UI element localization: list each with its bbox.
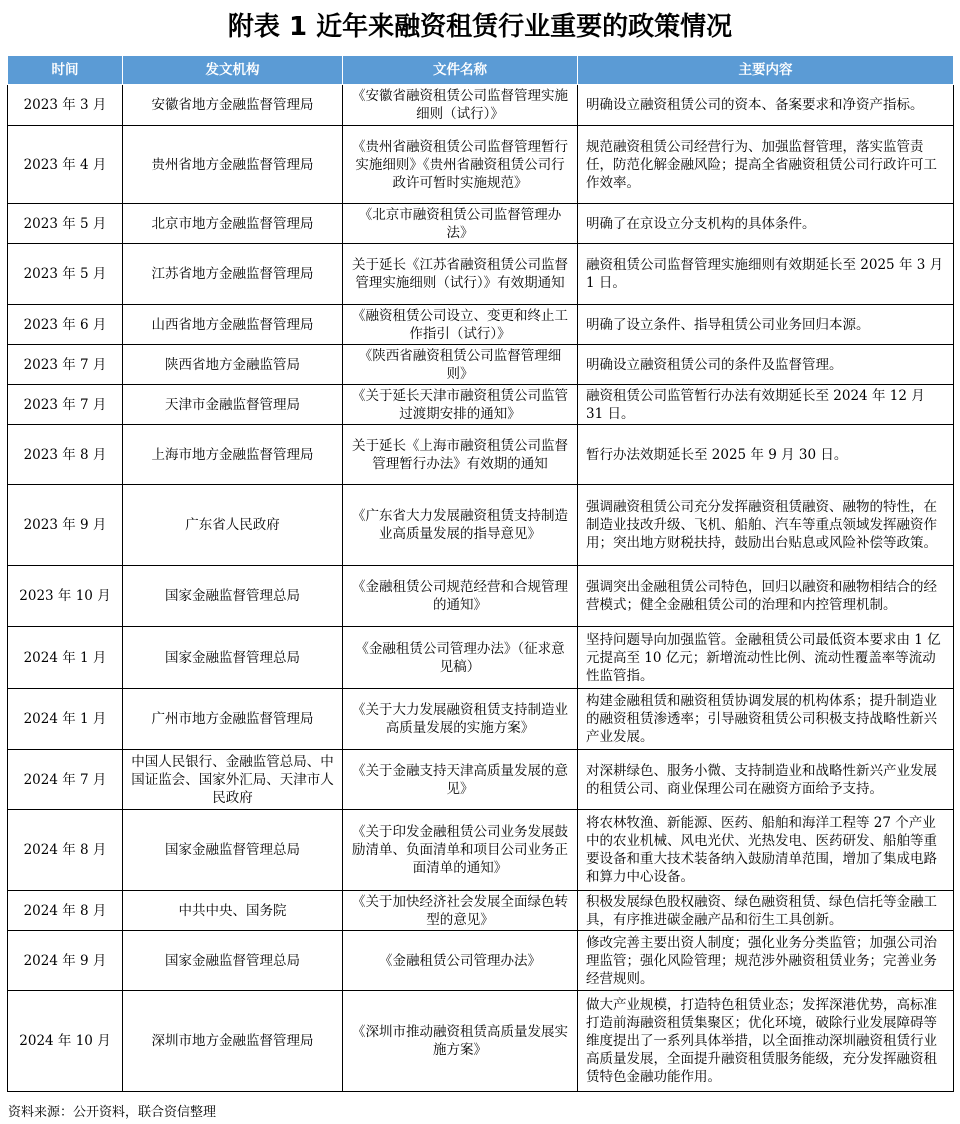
cell-date: 2024 年 8 月 — [8, 891, 123, 931]
table-row — [8, 345, 954, 385]
table-row — [8, 931, 954, 991]
cell-content: 强调突出金融租赁公司特色，回归以融资和融物相结合的经营模式；健全金融租赁公司的治理和内控管理机制。 — [578, 566, 954, 627]
cell-issuer: 安徽省地方金融监督管理局 — [123, 85, 343, 126]
cell-document: 《深圳市推动融资租赁高质量发展实施方案》 — [343, 991, 578, 1092]
cell-date: 2023 年 7 月 — [8, 345, 123, 385]
cell-date: 2023 年 5 月 — [8, 204, 123, 244]
cell-document: 《安徽省融资租赁公司监督管理实施细则（试行）》 — [343, 85, 578, 126]
cell-content: 做大产业规模，打造特色租赁业态；发挥深港优势，高标准打造前海融资租赁集聚区；优化环境，破除行业发展障碍等维度提出了一系列具体举措，以全面推动深圳融资租赁行业高质量发展，全面提升融资租赁服务能级，充分发挥融资租赁特色金融功能作用。 — [578, 991, 954, 1092]
cell-document: 关于延长《上海市融资租赁公司监督管理暂行办法》有效期的通知 — [343, 425, 578, 485]
cell-content: 融资租赁公司监督管理实施细则有效期延长至 2025 年 3 月 1 日。 — [578, 244, 954, 305]
table-row — [8, 244, 954, 305]
source-note: 资料来源：公开资料，联合资信整理 — [8, 1105, 217, 1120]
cell-issuer: 广东省人民政府 — [123, 485, 343, 566]
table-title: 附表 1 近年来融资租赁行业重要的政策情况 — [227, 12, 733, 42]
cell-date: 2023 年 3 月 — [8, 85, 123, 126]
cell-content: 明确了设立条件、指导租赁公司业务回归本源。 — [578, 305, 954, 345]
cell-issuer: 贵州省地方金融监督管理局 — [123, 126, 343, 204]
cell-issuer: 天津市金融监督管理局 — [123, 385, 343, 425]
cell-issuer: 国家金融监督管理总局 — [123, 566, 343, 627]
cell-issuer: 中共中央、国务院 — [123, 891, 343, 931]
cell-date: 2023 年 4 月 — [8, 126, 123, 204]
cell-document: 《广东省大力发展融资租赁支持制造业高质量发展的指导意见》 — [343, 485, 578, 566]
cell-date: 2023 年 6 月 — [8, 305, 123, 345]
cell-date: 2024 年 10 月 — [8, 991, 123, 1092]
cell-content: 明确设立融资租赁公司的条件及监督管理。 — [578, 345, 954, 385]
cell-issuer: 上海市地方金融监督管理局 — [123, 425, 343, 485]
cell-date: 2024 年 1 月 — [8, 689, 123, 750]
cell-issuer: 中国人民银行、金融监管总局、中国证监会、国家外汇局、天津市人民政府 — [123, 750, 343, 810]
cell-issuer: 广州市地方金融监督管理局 — [123, 689, 343, 750]
cell-date: 2024 年 1 月 — [8, 627, 123, 689]
cell-issuer: 深圳市地方金融监督管理局 — [123, 991, 343, 1092]
table-row — [8, 689, 954, 750]
cell-date: 2023 年 7 月 — [8, 385, 123, 425]
cell-date: 2023 年 9 月 — [8, 485, 123, 566]
cell-document: 《贵州省融资租赁公司监督管理暂行实施细则》《贵州省融资租赁公司行政许可暂时实施规范》 — [343, 126, 578, 204]
table-row — [8, 305, 954, 345]
cell-document: 关于延长《江苏省融资租赁公司监督管理实施细则（试行）》有效期通知 — [343, 244, 578, 305]
header-document: 文件名称 — [343, 56, 578, 85]
cell-issuer: 山西省地方金融监督管理局 — [123, 305, 343, 345]
policy-table — [7, 55, 954, 1092]
cell-document: 《金融租赁公司管理办法》 — [343, 931, 578, 991]
table-row — [8, 385, 954, 425]
cell-date: 2023 年 5 月 — [8, 244, 123, 305]
cell-date: 2023 年 10 月 — [8, 566, 123, 627]
cell-document: 《陕西省融资租赁公司监督管理细则》 — [343, 345, 578, 385]
table-header-row — [8, 56, 954, 85]
table-row — [8, 126, 954, 204]
header-issuer: 发文机构 — [123, 56, 343, 85]
cell-issuer: 北京市地方金融监督管理局 — [123, 204, 343, 244]
cell-content: 暂行办法效期延长至 2025 年 9 月 30 日。 — [578, 425, 954, 485]
cell-issuer: 陕西省地方金融监管局 — [123, 345, 343, 385]
cell-document: 《融资租赁公司设立、变更和终止工作指引（试行）》 — [343, 305, 578, 345]
cell-issuer: 江苏省地方金融监督管理局 — [123, 244, 343, 305]
cell-document: 《关于延长天津市融资租赁公司监管过渡期安排的通知》 — [343, 385, 578, 425]
cell-issuer: 国家金融监督管理总局 — [123, 810, 343, 891]
table-row — [8, 566, 954, 627]
cell-document: 《金融租赁公司规范经营和合规管理的通知》 — [343, 566, 578, 627]
cell-issuer: 国家金融监督管理总局 — [123, 627, 343, 689]
cell-content: 对深耕绿色、服务小微、支持制造业和战略性新兴产业发展的租赁公司、商业保理公司在融资方面给予支持。 — [578, 750, 954, 810]
table-row — [8, 810, 954, 891]
header-content: 主要内容 — [578, 56, 954, 85]
table-row — [8, 485, 954, 566]
cell-date: 2023 年 8 月 — [8, 425, 123, 485]
cell-content: 明确了在京设立分支机构的具体条件。 — [578, 204, 954, 244]
cell-document: 《关于大力发展融资租赁支持制造业高质量发展的实施方案》 — [343, 689, 578, 750]
cell-content: 融资租赁公司监管暂行办法有效期延长至 2024 年 12 月 31 日。 — [578, 385, 954, 425]
cell-document: 《北京市融资租赁公司监督管理办法》 — [343, 204, 578, 244]
cell-content: 明确设立融资租赁公司的资本、备案要求和净资产指标。 — [578, 85, 954, 126]
cell-document: 《关于加快经济社会发展全面绿色转型的意见》 — [343, 891, 578, 931]
cell-date: 2024 年 8 月 — [8, 810, 123, 891]
cell-content: 坚持问题导向加强监管。金融租赁公司最低资本要求由 1 亿元提高至 10 亿元；新增流动性比例、流动性覆盖率等流动性监管指。 — [578, 627, 954, 689]
cell-document: 《金融租赁公司管理办法》（征求意见稿） — [343, 627, 578, 689]
cell-issuer: 国家金融监督管理总局 — [123, 931, 343, 991]
header-date: 时间 — [8, 56, 123, 85]
cell-date: 2024 年 7 月 — [8, 750, 123, 810]
cell-date: 2024 年 9 月 — [8, 931, 123, 991]
table-row — [8, 750, 954, 810]
cell-content: 将农林牧渔、新能源、医药、船舶和海洋工程等 27 个产业中的农业机械、风电光伏、光热发电、医药研发、船舶等重要设备和重大技术装备纳入鼓励清单范围，增加了集成电路和算力中心设备。 — [578, 810, 954, 891]
table-row — [8, 991, 954, 1092]
table-row — [8, 425, 954, 485]
cell-content: 构建金融租赁和融资租赁协调发展的机构体系；提升制造业的融资租赁渗透率；引导融资租赁公司积极支持战略性新兴产业发展。 — [578, 689, 954, 750]
table-row — [8, 204, 954, 244]
cell-content: 强调融资租赁公司充分发挥融资租赁融资、融物的特性，在制造业技改升级、飞机、船舶、汽车等重点领域发挥融资作用；突出地方财税扶持，鼓励出台贴息或风险补偿等政策。 — [578, 485, 954, 566]
cell-content: 修改完善主要出资人制度；强化业务分类监管；加强公司治理监管；强化风险管理；规范涉外融资租赁业务；完善业务经营规则。 — [578, 931, 954, 991]
cell-content: 积极发展绿色股权融资、绿色融资租赁、绿色信托等金融工具，有序推进碳金融产品和衍生工具创新。 — [578, 891, 954, 931]
cell-document: 《关于金融支持天津高质量发展的意见》 — [343, 750, 578, 810]
table-row — [8, 627, 954, 689]
cell-content: 规范融资租赁公司经营行为、加强监督管理，落实监管责任，防范化解金融风险；提高全省融资租赁公司行政许可工作效率。 — [578, 126, 954, 204]
table-row — [8, 891, 954, 931]
cell-document: 《关于印发金融租赁公司业务发展鼓励清单、负面清单和项目公司业务正面清单的通知》 — [343, 810, 578, 891]
table-row — [8, 85, 954, 126]
